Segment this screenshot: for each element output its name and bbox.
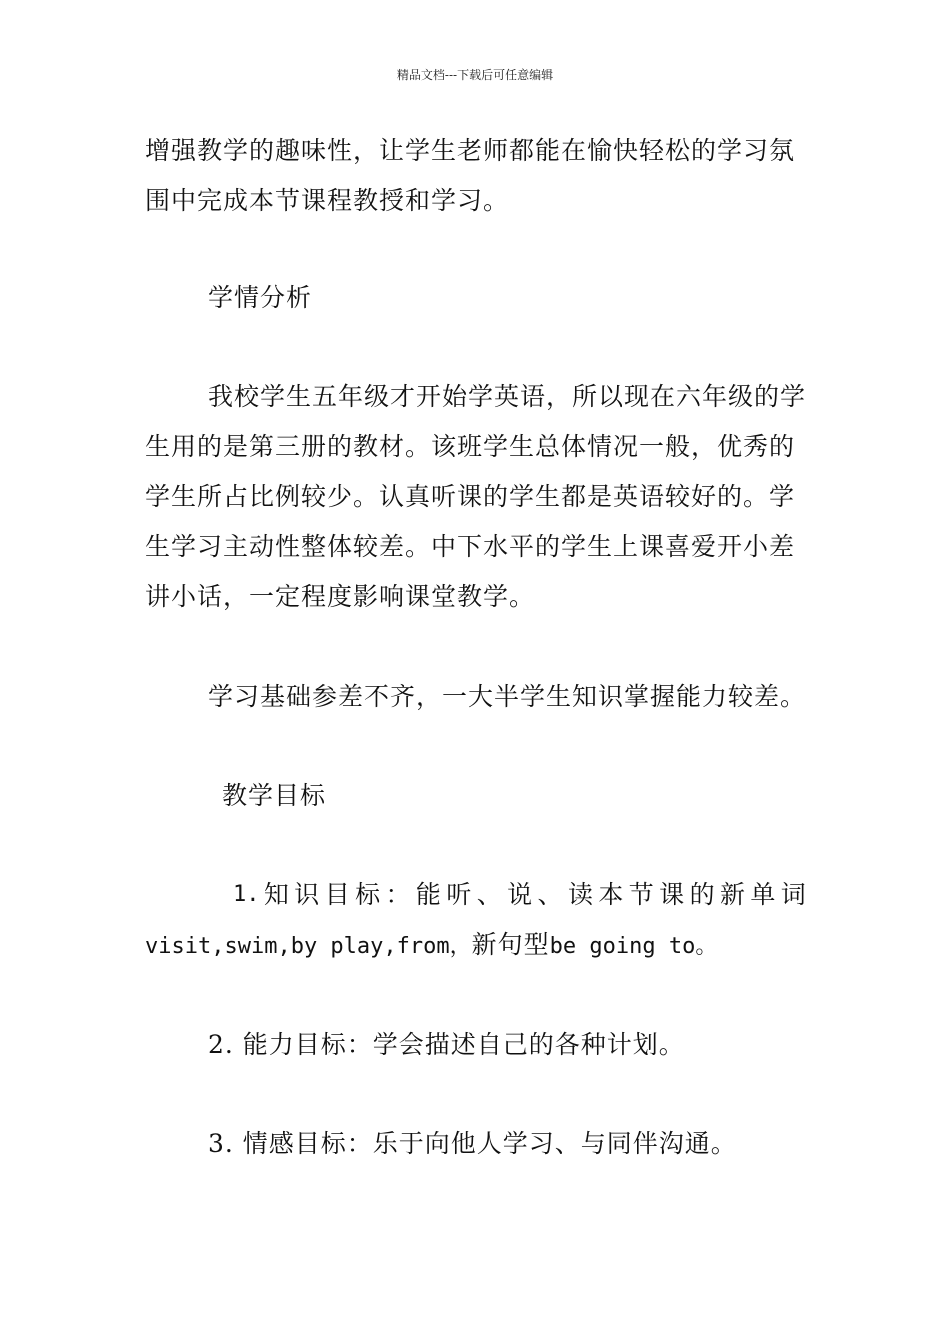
new-sentence-label: 新句型 bbox=[471, 930, 550, 959]
paragraph-line: 生学习主动性整体较差。中下水平的学生上课喜爱开小差 bbox=[145, 532, 796, 561]
paragraph-learner-analysis bbox=[145, 372, 807, 622]
goal-char: 知 bbox=[263, 880, 290, 909]
english-words: visit,swim,by play,from， bbox=[145, 934, 472, 959]
goal-char: ： bbox=[385, 880, 412, 909]
paragraph-line: 生用的是第三册的教材。该班学生总体情况一般，优秀的 bbox=[145, 432, 796, 461]
goal-number: 1. bbox=[233, 882, 260, 907]
paragraph-intro bbox=[145, 126, 807, 226]
goal-knowledge-line2 bbox=[145, 920, 807, 972]
goal-char: 说 bbox=[507, 880, 534, 909]
page-header: 精品文档---下载后可任意编辑 bbox=[396, 68, 554, 82]
goal-emotion: 3. 情感目标：乐于向他人学习、与同伴沟通。 bbox=[208, 1129, 737, 1158]
goal-char: 识 bbox=[294, 880, 321, 909]
goal-char: 词 bbox=[780, 880, 807, 909]
goal-char: 课 bbox=[659, 880, 686, 909]
section-heading-teaching-goals: 教学目标 bbox=[222, 781, 327, 810]
paragraph-line: 围中完成本节课程教授和学习。 bbox=[145, 186, 510, 215]
goal-char: 标 bbox=[355, 880, 382, 909]
goal-char: 本 bbox=[598, 880, 625, 909]
goal-char: 能 bbox=[415, 880, 442, 909]
goal-char: 新 bbox=[719, 880, 746, 909]
goal-char: 、 bbox=[476, 880, 503, 909]
english-sentence: be going to。 bbox=[549, 934, 718, 959]
goal-char: 目 bbox=[324, 880, 351, 909]
paragraph-line: 学生所占比例较少。认真听课的学生都是英语较好的。学 bbox=[145, 482, 796, 511]
paragraph-foundation: 学习基础参差不齐，一大半学生知识掌握能力较差。 bbox=[208, 682, 807, 711]
goal-knowledge bbox=[145, 870, 807, 972]
paragraph-line: 增强教学的趣味性，让学生老师都能在愉快轻松的学习氛 bbox=[145, 136, 796, 165]
goal-char: 读 bbox=[567, 880, 594, 909]
goal-char: 节 bbox=[628, 880, 655, 909]
goal-ability: 2. 能力目标：学会描述自己的各种计划。 bbox=[208, 1030, 685, 1059]
paragraph-line: 讲小话，一定程度影响课堂教学。 bbox=[145, 582, 536, 611]
goal-char: 的 bbox=[689, 880, 716, 909]
goal-char: 听 bbox=[446, 880, 473, 909]
paragraph-line: 我校学生五年级才开始学英语，所以现在六年级的学 bbox=[208, 382, 807, 411]
goal-knowledge-line1 bbox=[145, 870, 807, 920]
section-heading-learner-analysis: 学情分析 bbox=[208, 283, 313, 312]
goal-char: 、 bbox=[537, 880, 564, 909]
goal-char: 单 bbox=[750, 880, 777, 909]
